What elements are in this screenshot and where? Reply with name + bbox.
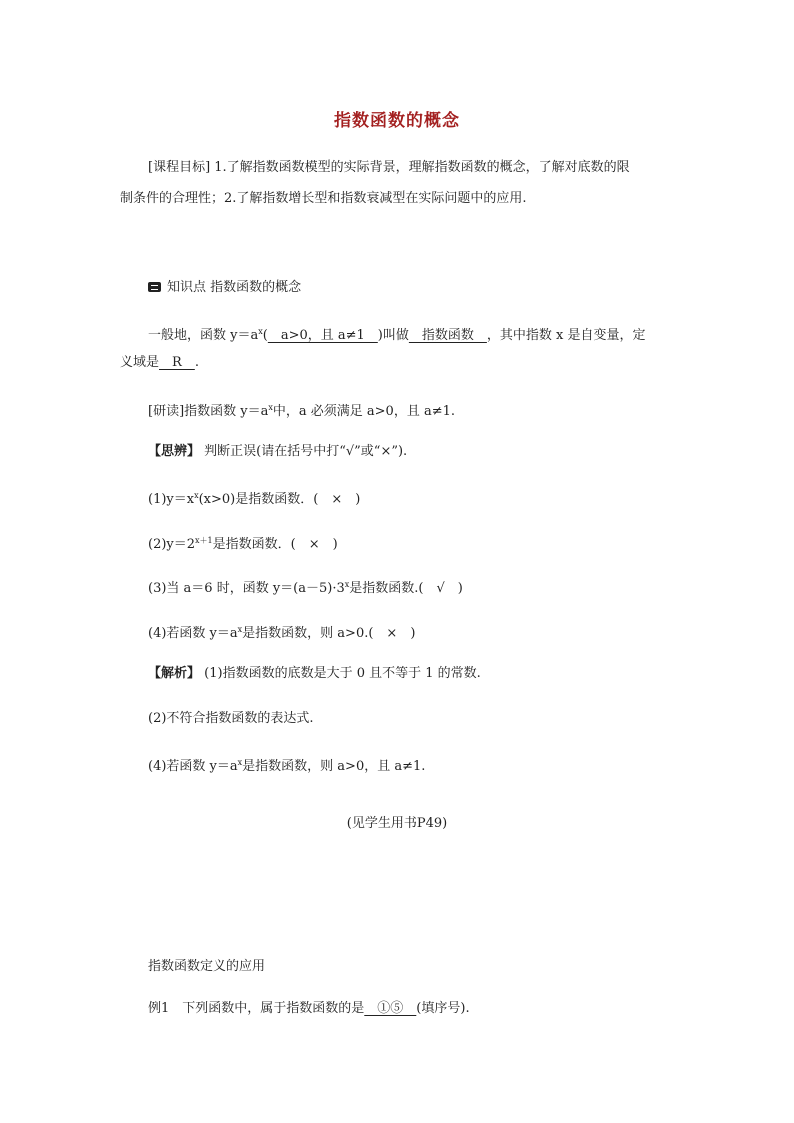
analysis-line-1 bbox=[148, 664, 481, 684]
definition-text-c: )叫做 bbox=[377, 328, 409, 343]
knowledge-point-icon bbox=[148, 282, 161, 292]
definition-text-a: 一般地，函数 y＝a bbox=[148, 328, 259, 343]
judge-question-4 bbox=[148, 620, 415, 644]
example-1-line bbox=[148, 999, 470, 1019]
definition-blank-name: 指数函数 bbox=[408, 328, 487, 343]
study-note-line bbox=[148, 398, 455, 422]
analysis-line-3 bbox=[148, 753, 425, 777]
example-text-b: (填序号). bbox=[416, 1001, 470, 1016]
example-text-a: 例1 下列函数中，属于指数函数的是 bbox=[148, 1001, 365, 1016]
analysis-text-1: (1)指数函数的底数是大于 0 且不等于 1 的常数. bbox=[200, 666, 481, 681]
domain-line bbox=[120, 353, 199, 373]
definition-text-d: ，其中指数 x 是自变量，定 bbox=[486, 328, 646, 343]
study-text-a: [研读]指数函数 y＝a bbox=[148, 404, 269, 419]
domain-text-a: 义域是 bbox=[120, 355, 160, 370]
q1-exponent: x bbox=[194, 491, 199, 500]
reference-note: (见学生用书P49) bbox=[346, 816, 448, 831]
judge-question-3 bbox=[148, 575, 463, 599]
page-title: 指数函数的概念 bbox=[334, 111, 460, 131]
q3-text-a: (3)当 a＝6 时，函数 y＝(a－5)·3 bbox=[148, 581, 345, 596]
study-exponent: x bbox=[268, 403, 273, 412]
knowledge-heading-text: 知识点 指数函数的概念 bbox=[167, 280, 302, 295]
definition-text-b: ( bbox=[262, 328, 268, 343]
q2-exponent: x＋1 bbox=[195, 536, 213, 545]
q3-text-b: 是指数函数.( √ ) bbox=[349, 581, 463, 596]
definition-blank-condition: a>0，且 a≠1 bbox=[267, 328, 378, 343]
q4-exponent: x bbox=[237, 625, 243, 634]
course-goals-line-2: 制条件的合理性；2.了解指数增长型和指数衰减型在实际问题中的应用. bbox=[120, 191, 527, 206]
q4-text-a: (4)若函数 y＝a bbox=[148, 626, 238, 641]
judge-label: 【思辨】 bbox=[148, 444, 201, 459]
domain-blank: R bbox=[159, 355, 195, 370]
course-goals-line-1: [课程目标] 1.了解指数函数模型的实际背景，理解指数函数的概念，了解对底数的限 bbox=[148, 160, 630, 175]
judge-question-2 bbox=[148, 531, 338, 555]
analysis-label: 【解析】 bbox=[148, 666, 201, 681]
q1-text-a: (1)y＝x bbox=[148, 492, 195, 507]
q2-text-a: (2)y＝2 bbox=[148, 537, 196, 552]
study-text-b: 中，a 必须满足 a>0，且 a≠1. bbox=[272, 404, 455, 419]
analysis-text-3b: 是指数函数，则 a>0，且 a≠1. bbox=[242, 759, 426, 774]
analysis-exponent: x bbox=[237, 758, 243, 767]
definition-line bbox=[148, 322, 646, 346]
example-answer-blank: ①⑤ bbox=[364, 1001, 417, 1016]
definition-exponent: x bbox=[258, 327, 263, 336]
analysis-text-3a: (4)若函数 y＝a bbox=[148, 759, 238, 774]
judge-heading-line bbox=[148, 442, 407, 462]
judge-question-1 bbox=[148, 486, 360, 510]
q4-text-b: 是指数函数，则 a>0.( × ) bbox=[242, 626, 416, 641]
q2-text-b: 是指数函数．( × ) bbox=[212, 537, 338, 552]
section-heading: 指数函数定义的应用 bbox=[148, 959, 266, 974]
knowledge-point-heading bbox=[148, 278, 301, 298]
analysis-line-2: (2)不符合指数函数的表达式. bbox=[148, 711, 314, 726]
judge-instruction: 判断正误(请在括号中打“√”或“×”). bbox=[200, 444, 408, 459]
q1-text-b: (x>0)是指数函数．( × ) bbox=[198, 492, 361, 507]
q3-exponent: x bbox=[344, 580, 350, 589]
domain-text-b: . bbox=[194, 355, 199, 370]
